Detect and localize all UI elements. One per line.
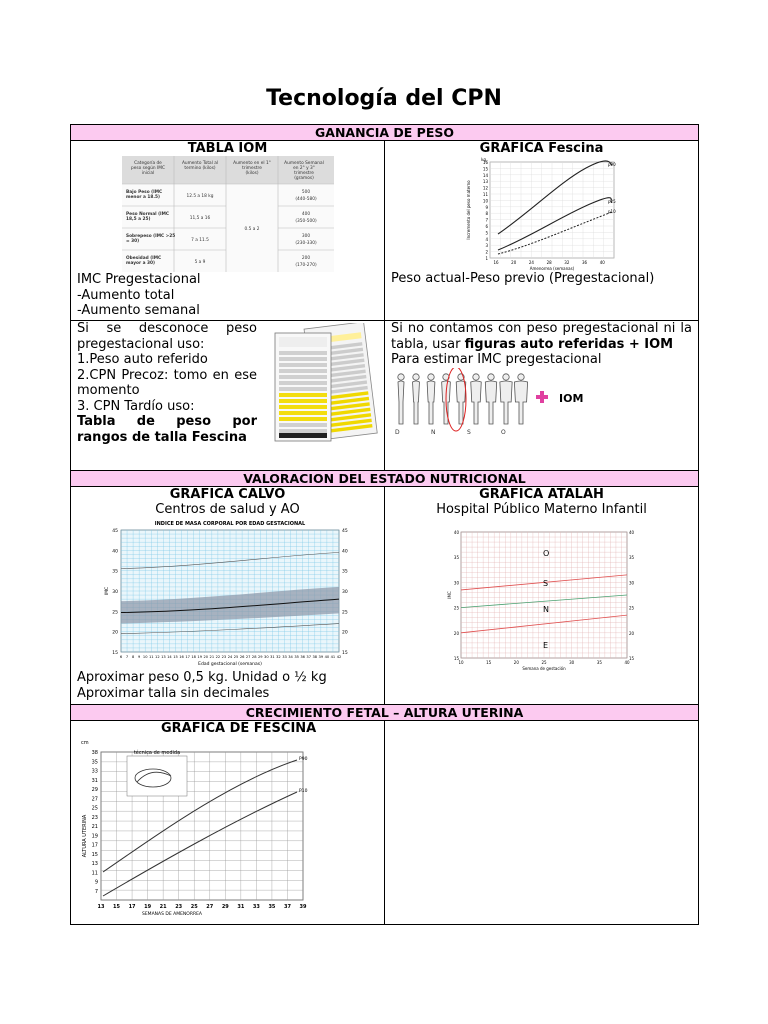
x-tick-label: 20	[513, 660, 519, 665]
iom-row-category: menor a 18.5)	[125, 195, 160, 200]
y-tick-label: 14	[482, 172, 488, 178]
body-figure	[500, 381, 512, 424]
talla-row	[279, 375, 327, 379]
x-tick-label: 12	[154, 655, 160, 659]
calvo-note: Aproximar talla sin decimales	[77, 685, 270, 701]
y-tick-label: 25	[91, 805, 98, 812]
body-figure	[514, 381, 527, 424]
y-tick-label: 16	[482, 160, 488, 165]
iom-row-category: Peso Normal (IMC	[125, 212, 169, 217]
y-tick-label: 15	[91, 851, 98, 858]
series-label: P90	[299, 757, 308, 762]
x-tick-label: 26	[239, 655, 244, 659]
y-tick-label: 30	[111, 590, 118, 595]
page-title: Tecnología del CPN	[266, 86, 502, 111]
zone-letter: N	[542, 605, 549, 614]
x-tick-label: 23	[175, 904, 183, 910]
x-tick-label: 34	[287, 655, 293, 659]
x-tick-label: 35	[293, 655, 299, 659]
body-figure	[485, 381, 496, 424]
iom-table-figure	[122, 156, 334, 272]
iom-row-category: mayor a 30)	[125, 261, 155, 266]
iom-plus-label: IOM	[559, 391, 584, 405]
figure-head	[428, 373, 434, 379]
x-tick-label: 24	[528, 260, 534, 265]
y-tick-label: 25	[628, 605, 634, 611]
y-tick-label: 40	[111, 549, 118, 555]
x-tick-label: 20	[510, 260, 516, 265]
x-tick-label: 7	[125, 655, 128, 659]
x-tick-label: 10	[457, 660, 464, 665]
x-tick-label: 29	[257, 655, 263, 659]
y-tick-label: 30	[341, 590, 348, 595]
cpn-table	[70, 124, 699, 925]
x-tick-label: 39	[318, 655, 323, 659]
calvo-imc-chart	[103, 518, 353, 670]
iom-row-weekly: 200	[301, 256, 310, 261]
talla-row	[279, 429, 327, 433]
atalah-heading: GRAFICA ATALAH	[479, 487, 604, 502]
plus-icon	[536, 391, 548, 403]
talla-row	[279, 417, 327, 421]
iom-row-category: Obesidad (IMC	[125, 256, 161, 261]
series-label: p10	[607, 209, 616, 214]
y-tick-label: 1	[484, 256, 488, 261]
y-tick-label: 9	[484, 204, 488, 210]
atalah-imc-chart	[447, 528, 637, 678]
x-tick-label: 28	[546, 260, 552, 265]
x-tick-label: 38	[311, 655, 317, 659]
zone-letter: S	[542, 579, 548, 588]
cell-desconoce	[71, 321, 385, 471]
body-figure	[427, 381, 435, 424]
x-tick-label: 35	[268, 904, 276, 910]
y-tick-label: 45	[341, 529, 348, 534]
y-tick-label: 2	[484, 249, 488, 255]
x-tick-label: 25	[190, 904, 198, 910]
x-tick-label: 40	[324, 655, 329, 659]
y-tick-label: 20	[628, 630, 634, 636]
inset-label: técnica de medida	[133, 750, 181, 756]
figure-letter: O	[501, 428, 506, 436]
fescina-weight-chart	[462, 156, 622, 272]
x-tick-label: 17	[128, 904, 136, 910]
y-tick-label: 30	[453, 580, 459, 586]
talla-row	[279, 393, 327, 397]
x-tick-label: 19	[196, 655, 202, 659]
y-tick-label: 13	[482, 179, 488, 185]
x-tick-label: 31	[269, 655, 275, 659]
iom-row-range: (440-580)	[294, 197, 317, 202]
x-tick-label: 25	[540, 660, 547, 665]
iom-header: Categoría de	[133, 161, 162, 166]
x-tick-label: 33	[281, 655, 287, 659]
inset-box	[127, 756, 187, 796]
y-tick-label: 45	[111, 529, 118, 534]
iom-header: en 2° y 3°	[292, 166, 315, 171]
iom-header: (kilos)	[244, 171, 259, 176]
iom-row-weekly: 400	[301, 212, 310, 217]
y-tick-label: 40	[628, 530, 634, 535]
desconoce-line: 1.Peso auto referido	[77, 352, 208, 367]
x-axis-label: Semana de gestación	[521, 666, 566, 671]
calvo-heading: GRAFICA CALVO	[169, 487, 286, 502]
y-tick-label: 11	[91, 870, 98, 877]
x-tick-label: 35	[596, 660, 602, 665]
iom-row-total: 5 a 9	[194, 260, 205, 265]
y-tick-label: 12	[482, 185, 488, 191]
iom-row-weekly: 300	[301, 234, 310, 239]
talla-row	[279, 411, 327, 415]
y-tick-label: 40	[453, 530, 459, 535]
x-tick-label: 21	[209, 655, 214, 659]
iom-row-total: 11,5 a 16	[189, 216, 210, 221]
body-figure	[398, 381, 404, 424]
x-tick-label: 17	[184, 655, 190, 659]
cell-figuras	[385, 321, 699, 471]
y-tick-label: 19	[91, 833, 98, 840]
zone-letter: E	[542, 641, 548, 650]
x-tick-label: 39	[299, 904, 307, 910]
iom-header: termino (kilos)	[183, 166, 216, 171]
x-tick-label: 40	[623, 660, 630, 665]
x-tick-label: 37	[305, 655, 311, 659]
fescina-caption: Peso actual-Peso previo (Pregestacional)	[391, 271, 655, 286]
y-tick-label: 23	[91, 814, 98, 821]
y-axis-label: IMC	[446, 591, 452, 599]
x-tick-label: 30	[263, 655, 269, 659]
figure-head	[518, 373, 524, 379]
talla-row	[279, 387, 327, 391]
tabla-talla-image	[271, 323, 379, 447]
desconoce-line: 3. CPN Tardío uso:	[77, 398, 195, 414]
talla-row	[279, 357, 327, 361]
section-ganancia: GANANCIA DE PESO	[71, 125, 699, 141]
iom-header: Aumento en el 1°	[232, 161, 271, 166]
x-tick-label: 32	[275, 655, 281, 659]
talla-row	[279, 399, 327, 403]
x-tick-label: 32	[563, 260, 569, 265]
y-tick-label: 15	[453, 656, 459, 661]
y-axis-label: Incremento del peso materno	[465, 180, 471, 240]
iom-line: IMC Pregestacional	[77, 272, 201, 287]
x-tick-label: 25	[233, 655, 238, 659]
iom-row-range: (230-330)	[294, 241, 317, 246]
x-tick-label: 15	[172, 655, 178, 659]
y-tick-label: 9	[94, 879, 98, 886]
x-tick-label: 21	[159, 904, 167, 910]
figure-head	[503, 373, 509, 379]
y-tick-label: 20	[453, 630, 459, 636]
y-unit: cm	[81, 740, 89, 746]
y-tick-label: 17	[91, 842, 98, 849]
iom-header: trimestre	[293, 171, 314, 176]
figuras-bold: figuras auto referidas + IOM	[464, 336, 674, 352]
cell-atalah	[385, 487, 699, 705]
iom-first-trimester: 0.5 a 2	[244, 227, 259, 232]
y-tick-label: 25	[453, 605, 459, 611]
y-tick-label: 31	[91, 777, 98, 784]
desconoce-line: Si se desconoce peso pregestacional uso:	[77, 321, 257, 352]
y-tick-label: 7	[94, 888, 98, 895]
y-tick-label: 15	[482, 166, 488, 172]
x-tick-label: 16	[178, 655, 184, 659]
figure-letter: N	[431, 428, 436, 436]
y-tick-label: 38	[91, 750, 98, 756]
iom-row-category: 18,5 a 25)	[125, 217, 150, 222]
x-tick-label: 15	[113, 904, 121, 910]
y-tick-label: 15	[628, 656, 634, 661]
fescina-heading: GRAFICA Fescina	[479, 141, 604, 156]
x-tick-label: 27	[206, 904, 214, 910]
series-label: p90	[607, 162, 616, 167]
y-tick-label: 7	[484, 217, 488, 223]
body-figures-image	[391, 368, 691, 438]
calvo-note: Aproximar peso 0,5 kg. Unidad o ½ kg	[77, 670, 327, 685]
cell-tabla-iom	[71, 141, 385, 321]
figuras-intro: Si no contamos con peso pregestacional ni la tabla, usar	[391, 321, 693, 352]
zone-letter: O	[542, 549, 549, 558]
x-tick-label: 6	[119, 655, 122, 659]
y-tick-label: 20	[341, 630, 348, 636]
x-tick-label: 16	[492, 260, 499, 265]
figure-letter: S	[467, 428, 471, 436]
talla-footer	[279, 433, 327, 438]
series-label: P10	[299, 789, 308, 794]
x-tick-label: 22	[215, 655, 220, 659]
y-tick-label: 40	[341, 549, 348, 555]
x-axis-label: SEMANAS DE AMENORREA	[141, 912, 203, 917]
y-tick-label: 35	[628, 555, 634, 561]
x-tick-label: 10	[142, 655, 148, 659]
talla-row	[279, 369, 327, 373]
x-tick-label: 19	[144, 904, 152, 910]
x-tick-label: 41	[330, 655, 335, 659]
atalah-sub: Hospital Público Materno Infantil	[436, 502, 647, 517]
series-label: p25	[607, 199, 616, 204]
talla-row	[279, 363, 327, 367]
y-axis-label: IMC	[104, 586, 110, 596]
figuras-after: Para estimar IMC pregestacional	[391, 352, 602, 367]
x-tick-label: 15	[485, 660, 491, 665]
cell-calvo	[71, 487, 385, 705]
iom-row-total: 12.5 a 18 kg	[186, 194, 213, 199]
talla-row	[279, 423, 327, 427]
iom-row-category: = 30)	[125, 239, 139, 244]
y-tick-label: 11	[482, 192, 488, 197]
iom-row-total: 7 a 11.5	[190, 238, 209, 243]
x-tick-label: 40	[599, 260, 605, 265]
iom-row-weekly: 500	[301, 190, 310, 195]
talla-row	[279, 405, 327, 409]
iom-header: peso según IMC	[130, 166, 165, 171]
tabla-iom-heading: TABLA IOM	[187, 141, 268, 156]
y-tick-label: 25	[111, 610, 118, 616]
figure-letter: D	[395, 428, 400, 436]
y-axis-label: ALTURA UTERINA	[82, 814, 88, 858]
y-tick-label: 10	[482, 198, 488, 204]
y-tick-label: 35	[111, 569, 118, 575]
y-tick-label: 35	[453, 555, 459, 561]
y-tick-label: 5	[484, 230, 488, 236]
y-tick-label: 30	[628, 580, 634, 586]
x-tick-label: 13	[97, 904, 105, 910]
iom-row-range: (170-270)	[294, 263, 317, 268]
x-tick-label: 11	[148, 655, 154, 659]
x-tick-label: 30	[568, 660, 574, 665]
desconoce-bold: Tabla de peso por rangos de talla Fescina	[77, 414, 257, 445]
iom-header: trimestre	[241, 166, 262, 171]
x-tick-label: 36	[581, 260, 587, 265]
figure-head	[488, 373, 494, 379]
y-tick-label: 3	[484, 243, 488, 249]
y-tick-label: 21	[91, 824, 98, 830]
au-heading: GRAFICA DE FESCINA	[161, 721, 317, 736]
y-tick-label: 15	[111, 651, 118, 656]
section-crecimiento: CRECIMIENTO FETAL – ALTURA UTERINA	[71, 705, 699, 721]
x-tick-label: 37	[283, 904, 291, 910]
x-axis-label: Edad gestacional (semanas)	[197, 662, 262, 667]
iom-header: Aumento Total al	[181, 161, 218, 166]
body-figure	[471, 381, 482, 424]
body-figure	[413, 381, 420, 424]
x-axis-label: Amenorrea (semanas)	[529, 266, 574, 271]
y-tick-label: 25	[341, 610, 348, 616]
y-tick-label: 27	[91, 796, 98, 803]
x-tick-label: 14	[166, 655, 172, 659]
x-tick-label: 36	[299, 655, 305, 659]
cell-au-fescina	[71, 721, 385, 925]
iom-header: inicial	[141, 171, 154, 176]
x-tick-label: 18	[190, 655, 196, 659]
x-tick-label: 13	[160, 655, 166, 659]
x-tick-label: 29	[221, 904, 229, 910]
figure-head	[398, 373, 404, 379]
iom-row-range: (350-500)	[294, 219, 317, 224]
calvo-sub: Centros de salud y AO	[155, 502, 300, 517]
y-unit: kg	[480, 157, 486, 162]
x-tick-label: 9	[137, 655, 140, 659]
y-tick-label: 29	[91, 787, 98, 793]
cell-fescina-peso	[385, 141, 699, 321]
y-tick-label: 13	[91, 861, 98, 867]
y-tick-label: 15	[341, 651, 348, 656]
desconoce-line: 2.CPN Precoz: tomo en ese momento	[77, 367, 257, 398]
y-tick-label: 20	[111, 630, 118, 636]
iom-row-category: Bajo Peso (IMC	[125, 190, 162, 195]
iom-line: -Aumento semanal	[77, 303, 200, 318]
y-tick-label: 8	[484, 211, 488, 217]
x-tick-label: 8	[131, 655, 134, 659]
iom-header: (gramos)	[293, 176, 314, 181]
x-tick-label: 42	[336, 655, 341, 659]
chart-title: INDICE DE MASA CORPORAL POR EDAD GESTACIONAL	[154, 521, 305, 527]
iom-line: -Aumento total	[77, 287, 175, 303]
figure-head	[473, 373, 479, 379]
section-valoracion: VALORACION DEL ESTADO NUTRICIONAL	[71, 471, 699, 487]
x-tick-label: 28	[251, 655, 257, 659]
x-tick-label: 33	[252, 904, 260, 910]
y-tick-label: 35	[91, 759, 98, 766]
x-tick-label: 20	[202, 655, 208, 659]
y-tick-label: 4	[484, 236, 488, 242]
x-tick-label: 24	[227, 655, 232, 659]
x-tick-label: 27	[245, 655, 250, 659]
altura-uterina-chart	[77, 736, 317, 918]
iom-row-category: Sobrepeso (IMC >25	[125, 234, 175, 239]
y-tick-label: 35	[341, 569, 348, 575]
talla-row	[279, 381, 327, 385]
y-tick-label: 33	[91, 768, 98, 775]
x-tick-label: 31	[237, 904, 245, 910]
talla-row	[279, 351, 327, 355]
x-tick-label: 23	[221, 655, 226, 659]
iom-header: Aumento Semanal	[283, 161, 324, 166]
y-tick-label: 6	[484, 224, 488, 229]
figure-head	[413, 373, 419, 379]
cell-empty	[385, 721, 699, 925]
